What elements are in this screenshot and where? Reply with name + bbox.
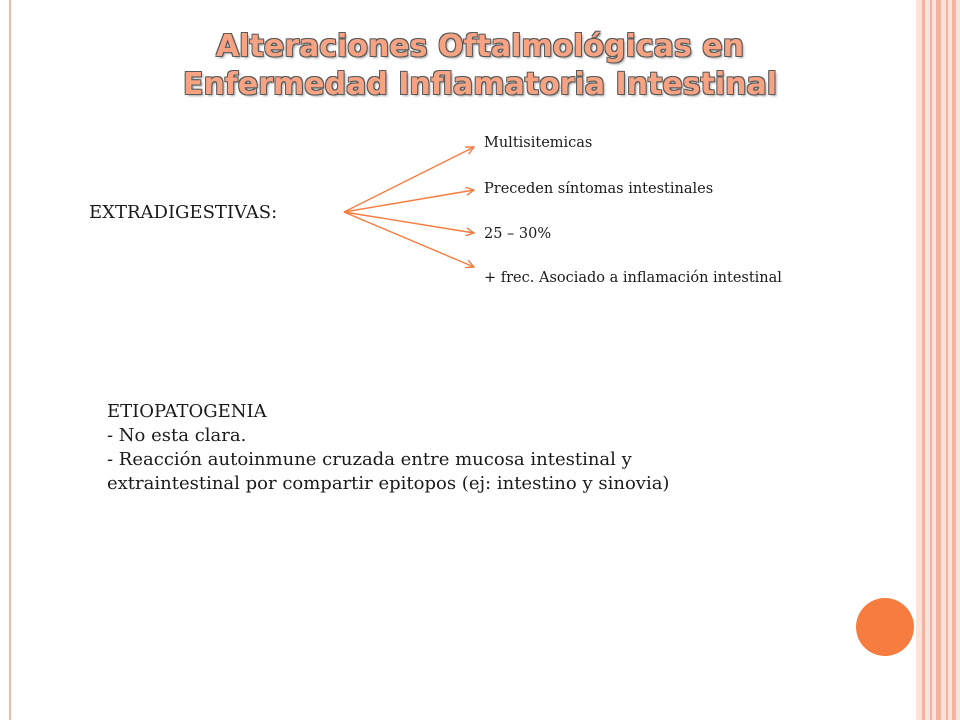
etiopatogenia-line: - No esta clara.	[107, 425, 247, 446]
branch-item: Preceden síntomas intestinales	[484, 181, 714, 197]
branch-arrow-2	[344, 190, 474, 212]
title-line-2: Enfermedad Inflamatoria Intestinal	[182, 67, 778, 102]
branch-item: Multisitemicas	[484, 135, 593, 151]
etiopatogenia-heading: ETIOPATOGENIA	[107, 401, 267, 422]
etiopatogenia-line: extraintestinal por compartir epitopos (ej: intestino y sinovia)	[107, 473, 670, 494]
extradigestivas-label: EXTRADIGESTIVAS:	[89, 202, 278, 223]
branch-arrow-1	[344, 147, 474, 212]
etiopatogenia-line: - Reacción autoinmune cruzada entre mucosa intestinal y	[107, 449, 632, 470]
etiopatogenia-block	[107, 400, 867, 496]
branch-item: + frec. Asociado a inflamación intestinal	[484, 270, 782, 286]
branch-arrow-4	[344, 212, 474, 267]
branch-item: 25 – 30%	[484, 226, 552, 242]
decorative-orange-circle	[856, 598, 914, 656]
branch-arrow-3	[344, 212, 474, 233]
title-line-1: Alteraciones Oftalmológicas en	[216, 29, 744, 64]
